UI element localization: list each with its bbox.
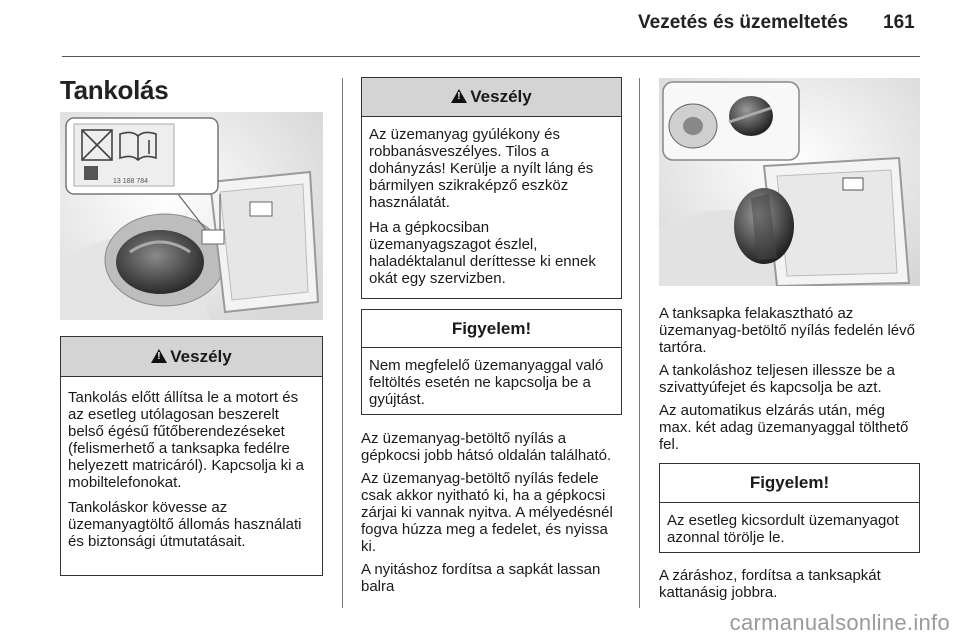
- notice-heading: Figyelem!: [749, 473, 830, 492]
- danger-heading: Veszély: [170, 346, 232, 366]
- column-3-text: [659, 305, 921, 459]
- notice-box-header: [362, 310, 621, 348]
- danger-box-1: [60, 336, 323, 576]
- column-3-text-after: [659, 567, 921, 607]
- body-paragraph: A záráshoz, fordítsa a tanksapkát kattanásig jobbra.: [659, 567, 881, 601]
- danger-paragraph: Tankoláskor kövesse az üzemanyagtöltő állomás használati és biztonsági útmutatásait.: [68, 499, 302, 550]
- warning-triangle-icon: [451, 89, 467, 103]
- notice-box-1: [361, 309, 622, 415]
- body-paragraph: A tanksapka felakasztható az üzemanyag-betöltő nyílás fedelén lévő tartóra.: [659, 305, 915, 356]
- section-title: Tankolás: [60, 75, 169, 105]
- danger-paragraph: Ha a gépkocsiban üzemanyagszagot észlel, haladéktalanul deríttesse ki ennek okát egy szervizben.: [369, 219, 596, 287]
- fuel-flap-illustration: [60, 112, 323, 320]
- column-2-text: [361, 430, 623, 601]
- warning-triangle-icon: [151, 349, 167, 363]
- body-paragraph: A nyitáshoz fordítsa a sapkát lassan balra: [361, 561, 601, 595]
- danger-box-header: [362, 78, 621, 117]
- body-paragraph: Az üzemanyag-betöltő nyílás a gépkocsi jobb hátsó oldalán található.: [361, 430, 612, 464]
- notice-box-header: [660, 464, 919, 503]
- notice-paragraph: Nem megfelelő üzemanyaggal való feltöltés esetén ne kapcsolja be a gyújtást.: [369, 357, 604, 408]
- danger-paragraph: Tankolás előtt állítsa le a motort és az esetleg utólagosan beszerelt belső égésű fűtőberendezéseket (felismerhető a tanksapka fedélre helyezett matricáról). Kapcsolja ki a mobiltelefonokat.: [68, 389, 304, 491]
- notice-paragraph: Az esetleg kicsordult üzemanyagot azonnal törölje le.: [667, 512, 899, 546]
- body-paragraph: Az üzemanyag-betöltő nyílás fedele csak akkor nyitható ki, ha a gépkocsi zárjai ki vannak nyitva. A mélyedésnél fogva húzza meg a fedelet, és nyissa ki.: [361, 470, 613, 555]
- notice-heading: Figyelem!: [451, 318, 532, 338]
- danger-heading: Veszély: [470, 87, 532, 106]
- body-paragraph: Az automatikus elzárás után, még max. két adag üzemanyaggal tölthető fel.: [659, 402, 909, 453]
- header-rule: [62, 56, 920, 57]
- figure-label-code: 13 188 784: [113, 178, 149, 185]
- fuel-cap-illustration: [659, 78, 920, 286]
- notice-box-2: [659, 463, 920, 553]
- danger-box-header: [61, 337, 322, 377]
- body-paragraph: A tankoláshoz teljesen illessze be a szivattyúfejet és kapcsolja be azt.: [659, 362, 895, 396]
- column-divider: [639, 78, 640, 608]
- danger-paragraph: Az üzemanyag gyúlékony és robbanásveszélyes. Tilos a dohányzás! Kerülje a nyílt láng és bármilyen szikraképző eszköz használatát.: [369, 126, 594, 211]
- running-header-title: Vezetés és üzemeltetés: [638, 12, 849, 33]
- column-divider: [342, 78, 343, 608]
- figure-fuel-cap-holder: [659, 78, 920, 286]
- danger-box-2: [361, 77, 622, 299]
- figure-fuel-flap-sticker: [60, 112, 323, 320]
- page-number: 161: [883, 12, 915, 33]
- watermark: carmanualsonline.info: [729, 610, 950, 635]
